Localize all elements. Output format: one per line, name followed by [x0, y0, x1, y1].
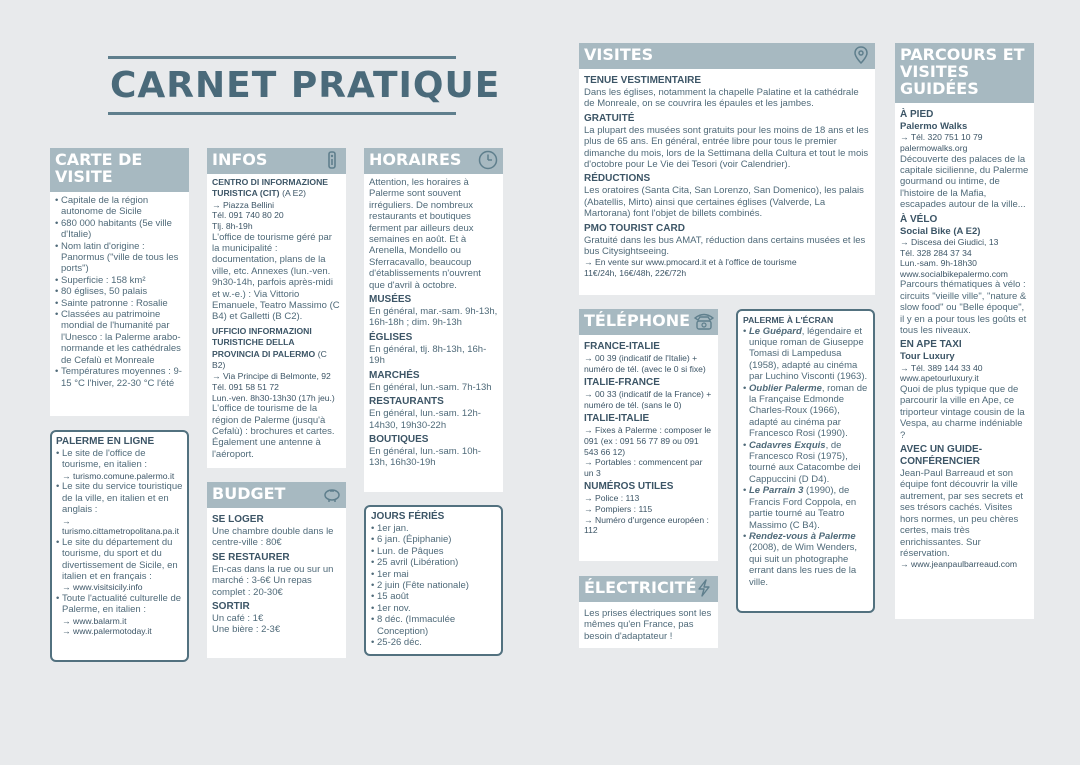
tel-it-text: → Fixes à Palerme : composer le 091 (ex : 091 56 77 89 ou 091 543 66 12) [584, 425, 712, 457]
ecran-film-name: Cadavres Exquis [749, 439, 826, 451]
budget-sortir-line: Une bière : 2-3€ [212, 624, 281, 636]
telephone-body [579, 335, 718, 539]
clock-icon [478, 150, 498, 170]
velo-name: Social Bike (A E2) [900, 225, 981, 237]
cit-heading [212, 177, 341, 200]
cit-tel: Tél. 091 740 80 20 [212, 210, 284, 221]
visites-section-text: Gratuité dans les bus AMAT, réduction dans certains musées et les bus Citysightseeing. [584, 234, 866, 258]
budget-header [207, 482, 346, 508]
ligne-item [56, 593, 183, 637]
ligne-item-text: Le site de l'office de tourisme, en italien : [62, 448, 148, 471]
parcours-body [895, 103, 1034, 573]
ecran-item [743, 383, 868, 440]
horaires-section-title: ÉGLISES [369, 331, 413, 343]
ferie-item: • 1er jan. [371, 523, 496, 534]
tel-it-title: ITALIE-ITALIE [584, 413, 650, 425]
ferie-item: • 15 août [371, 591, 496, 602]
ligne-link[interactable]: → turismo.cittametropolitana.pa.it [62, 515, 180, 537]
ecran-item [743, 485, 868, 531]
horaires-section-text: En général, mar.-sam. 9h-13h, 16h-18h ; dim. 9h-13h [369, 306, 498, 329]
horaires-card [364, 148, 503, 492]
visites-section-text: Les oratoires (Santa Cita, San Lorenzo, San Domenico), les palais (Abatellis, Mirto) ainsi que certaines églises (Valverde, La Martorana) font l'objet de billets combinés. [584, 185, 864, 220]
ecran-film-text: (2008), de Wim Wenders, qui suit un photographe errant dans les rues de la ville. [749, 542, 858, 588]
budget-title: BUDGET [212, 484, 286, 503]
lightning-icon [695, 579, 713, 597]
budget-sortir-line: Un café : 1€ [212, 613, 264, 625]
tel-fi-title: FRANCE-ITALIE [584, 341, 660, 352]
ferie-item: • 8 déc. (Immaculée Conception) [371, 614, 496, 637]
palerme-en-ligne-title: PALERME EN LIGNE [56, 436, 155, 447]
guide-desc: Jean-Paul Barreaud et son équipe font découvrir la ville autrement, par ses secrets et ses trésors cachés. Visites hors normes, un peu chères certes, mais très enrichissantes. Sur réservation. [900, 468, 1024, 559]
palerme-ecran-card [736, 309, 875, 613]
info-icon [323, 151, 341, 169]
telephone-title: TÉLÉPHONE [584, 311, 691, 330]
guide-title: AVEC UN GUIDE-CONFÉRENCIER [900, 444, 983, 468]
visites-section-title: PMO TOURIST CARD [584, 222, 685, 234]
carte-item: • 680 000 habitants (5e ville d'Italie) [55, 218, 184, 241]
ligne-item [56, 537, 183, 593]
carte-item: • Superficie : 158 km² [55, 275, 184, 286]
tel-nu-title: NUMÉROS UTILES [584, 481, 674, 493]
ecran-film-text: , légendaire et unique roman de Giuseppe Tomasi di Lampedusa (1958), adapté au cinéma par Luchino Visconti (1963). [749, 325, 868, 383]
horaires-section-text: En général, lun.-sam. 7h-13h [369, 381, 492, 393]
cit-name: CENTRO DI INFORMAZIONE TURISTICA (CIT) [212, 177, 329, 199]
budget-restaurer-text: En-cas dans la rue ou sur un marché : 3-6€ Un repas complet : 20-30€ [212, 563, 334, 598]
infos-card [207, 148, 346, 468]
velo-tel: Tél. 328 284 37 34 [900, 247, 972, 258]
telephone-icon [693, 311, 715, 331]
jours-feries-body [366, 507, 501, 652]
ecran-item [743, 440, 868, 486]
ecran-film-name: Rendez-vous à Palerme [749, 530, 856, 542]
carte-item: • Classées au patrimoine mondial de l'humanité par l'Unesco : la Palerme arabo-normande et les cathédrales de Cefalù et Monreale [55, 309, 184, 366]
carte-de-visite-header: CARTE DE VISITE [50, 148, 189, 192]
horaires-section-title: MARCHÉS [369, 369, 420, 381]
visites-section-text: Dans les églises, notamment la chapelle Palatine et la cathédrale de Monreale, on se couvrira les épaules et les jambes. [584, 87, 859, 110]
velo-address: → Discesa dei Giudici, 13 [900, 237, 999, 248]
budget-loger-text: Une chambre double dans le centre-ville : 80€ [212, 526, 334, 549]
visites-section-title: TENUE VESTIMENTAIRE [584, 75, 702, 86]
ligne-item-text: Le site du département du tourisme, du sport et du divertissement de Sicile, en italien et en français : [62, 536, 178, 583]
pied-web[interactable]: palermowalks.org [900, 143, 968, 153]
visites-section-title: RÉDUCTIONS [584, 173, 651, 185]
palerme-ecran-title: PALERME À L'ÉCRAN [743, 315, 834, 325]
parcours-card [895, 43, 1034, 619]
ligne-item [56, 481, 183, 536]
uff-hours: Lun.-ven. 8h30-13h30 (17h jeu.) [212, 392, 335, 403]
horaires-section-text: En général, lun.-sam. 12h-14h30, 19h30-22h [369, 408, 481, 431]
visites-title: VISITES [584, 45, 654, 64]
pied-title: À PIED [900, 109, 934, 120]
ferie-item: • 25-26 déc. [371, 637, 496, 648]
ferie-item: • 2 juin (Fête nationale) [371, 580, 496, 591]
horaires-section-text: En général, tlj. 8h-13h, 16h-19h [369, 343, 487, 367]
infos-header [207, 148, 346, 174]
piggy-bank-icon [323, 485, 341, 503]
pmo-link[interactable]: → En vente sur www.pmocard.it et à l'office de tourisme [584, 257, 797, 268]
carte-item: • Nom latin d'origine : Panormus ("ville de tous les ports") [55, 241, 184, 275]
uff-address: → Via Principe di Belmonte, 92 [212, 371, 331, 382]
velo-hours: Lun.-sam. 9h-18h30 [900, 258, 977, 269]
jours-feries-title: JOURS FÉRIÉS [371, 511, 445, 522]
ligne-link[interactable]: → www.visitsicily.info [62, 582, 143, 593]
visites-body [579, 69, 875, 282]
ferie-item: • 25 avril (Libération) [371, 557, 496, 568]
page-title-block [108, 56, 501, 115]
budget-loger-title: SE LOGER [212, 514, 264, 525]
electricite-header [579, 576, 718, 602]
budget-restaurer-title: SE RESTAURER [212, 551, 290, 563]
visites-card [579, 43, 875, 295]
tel-fi-text: → 00 39 (indicatif de l'Italie) + numéro de tél. (avec le 0 si fixe) [584, 353, 706, 374]
horaires-section-title: RESTAURANTS [369, 396, 444, 408]
tel-nu-item: → Pompiers : 115 [584, 503, 653, 514]
uff-name: UFFICIO INFORMAZIONI TURISTICHE DELLA PROVINCIA DI PALERMO [212, 325, 316, 359]
electricite-body: Les prises électriques sont les mêmes qu'en France, pas besoin d'adaptateur ! [584, 608, 712, 642]
parcours-header: PARCOURS ET VISITES GUIDÉES [895, 43, 1034, 103]
electricite-card [579, 576, 718, 648]
pmo-prices: 11€/24h, 16€/48h, 22€/72h [584, 268, 687, 279]
infos-body [207, 174, 346, 463]
ape-title: EN APE TAXI [900, 339, 962, 351]
ferie-item: • 1er nov. [371, 603, 496, 614]
telephone-header [579, 309, 718, 335]
palerme-en-ligne-body [52, 432, 187, 641]
ape-desc: Quoi de plus typique que de parcourir la ville en Ape, ce triporteur vintage cousin de la Vespa, au charme indéniable ? [900, 384, 1025, 441]
ecran-film-text: , roman de la Française Edmonde Charles-Roux (1966), adapté au cinéma par Francesco Rosi (1990). [749, 382, 868, 440]
horaires-intro: Attention, les horaires à Palerme sont souvent irréguliers. De nombreux restaurants et boutiques ferment par ailleurs deux semaines en août. Et à Arenella, Mondello ou Sferracavallo, beaucoup d'établissements n'ouvrent que d'avril à octobre. [369, 177, 481, 291]
carte-item: • Températures moyennes : 9-15 °C l'hiver, 22-30 °C l'été [55, 366, 184, 389]
tel-if-text: → 00 33 (indicatif de la France) + numéro de tél. (sans le 0) [584, 389, 712, 410]
palerme-en-ligne-card [50, 430, 189, 662]
cit-address: → Piazza Bellini [212, 199, 275, 210]
ecran-item [743, 326, 868, 383]
ecran-film-name: Oublier Palerme [749, 382, 822, 394]
pied-tel: → Tél. 320 751 10 79 [900, 132, 983, 143]
tel-nu-item: → Police : 113 [584, 493, 640, 504]
visites-section-text: La plupart des musées sont gratuits pour les moins de 18 ans et les plus de 65 ans. En général, entrée libre pour tous le premier dimanche du mois, lors de la Settimana della Cultura et tout le mois d'octobre pour Le Vie dei Tesori (voir Calendrier). [584, 124, 869, 171]
uff-ref: (C B2) [212, 348, 327, 371]
ferie-item: • 6 jan. (Épiphanie) [371, 534, 496, 545]
guide-web[interactable]: → www.jeanpaulbarreaud.com [900, 559, 1018, 570]
infos-title: INFOS [212, 150, 268, 169]
ape-tel: → Tél. 389 144 33 40 [900, 362, 983, 373]
visites-section-title: GRATUITÉ [584, 112, 635, 124]
ecran-film-name: Le Guépard [749, 325, 802, 337]
horaires-section-text: En général, lun.-sam. 10h-13h, 16h30-19h [369, 445, 481, 469]
carte-item: • Sainte patronne : Rosalie [55, 298, 184, 309]
budget-card [207, 482, 346, 658]
palerme-ecran-body [738, 311, 873, 592]
uff-tel: Tél. 091 58 51 72 [212, 382, 279, 393]
cit-desc: L'office de tourisme géré par la municipalité : documentation, plans de la ville, etc. Annexes (lun.-ven. 9h30-14h, parfois après-midi et w.-e.) : Via Vittorio Emanuele, Teatro Massimo (C B4) et Galletti (B C2). [212, 231, 340, 323]
cit-ref: (A E2) [282, 188, 306, 199]
carte-de-visite-card [50, 148, 189, 416]
horaires-title: HORAIRES [369, 150, 462, 169]
horaires-section-title: MUSÉES [369, 294, 412, 306]
horaires-section-title: BOUTIQUES [369, 433, 429, 445]
ecran-film-text: , de Francesco Rosi (1975), tourné aux Catacombe dei Cappuccini (D D4). [749, 439, 861, 485]
carte-de-visite-body [50, 192, 189, 392]
ecran-item [743, 531, 868, 588]
electricite-title: ÉLECTRICITÉ [584, 578, 697, 597]
ligne-link[interactable]: → www.balarm.it [62, 615, 127, 626]
uff-heading [212, 326, 341, 372]
ape-web[interactable]: www.apetourluxury.it [900, 373, 979, 384]
velo-web[interactable]: www.socialbikepalermo.com [900, 268, 1008, 279]
jours-feries-card [364, 505, 503, 656]
ecran-film-text: (1990), de Francis Ford Coppola, en partie tourné au Teatro Massimo (C B4). [749, 485, 857, 531]
cit-hours: Tlj. 8h-19h [212, 221, 253, 231]
ligne-item-text: Toute l'actualité culturelle de Palerme, en italien : [62, 593, 182, 616]
budget-body [207, 508, 346, 639]
uff-desc: L'office de tourisme de la région de Palerme (jusqu'à Cefalù) : brochures et cartes. Également une antenne à l'aéroport. [212, 403, 335, 460]
ligne-item-text: Le site du service touristique de la ville, en italien et en anglais : [62, 481, 183, 516]
velo-title: À VÉLO [900, 213, 938, 225]
location-pin-icon [852, 46, 870, 64]
horaires-header [364, 148, 503, 174]
ligne-item [56, 448, 183, 481]
tel-it-text: → Portables : commencent par un 3 [584, 457, 703, 478]
tel-if-title: ITALIE-FRANCE [584, 377, 660, 389]
ligne-link[interactable]: → turismo.comune.palermo.it [62, 470, 175, 481]
visites-header [579, 43, 875, 69]
ligne-link[interactable]: → www.palermotoday.it [62, 626, 152, 637]
tel-nu-item: → Numéro d'urgence européen : 112 [584, 514, 709, 536]
carte-item: • Capitale de la région autonome de Sicile [55, 195, 184, 218]
horaires-body [364, 174, 503, 472]
pied-name: Palermo Walks [900, 121, 968, 132]
ferie-item: • Lun. de Pâques [371, 546, 496, 557]
ferie-item: • 1er mai [371, 569, 496, 580]
telephone-card [579, 309, 718, 561]
page-title: CARNET PRATIQUE [110, 65, 501, 106]
carte-item: • 80 églises, 50 palais [55, 286, 184, 297]
budget-sortir-title: SORTIR [212, 601, 250, 613]
ecran-film-name: Le Parrain 3 [749, 485, 804, 497]
pied-desc: Découverte des palaces de la capitale sicilienne, du Palerme gourmand ou intime, de l'histoire de la Mafia, escapades autour de la ville... [900, 153, 1029, 211]
title-rule-bottom [108, 112, 456, 115]
velo-desc: Parcours thématiques à vélo : circuits "vieille ville", "nature & slow food" ou "Belle époque", il y en a pour tous les goûts et tous les niveaux. [900, 279, 1027, 337]
ape-name: Tour Luxury [900, 351, 955, 363]
